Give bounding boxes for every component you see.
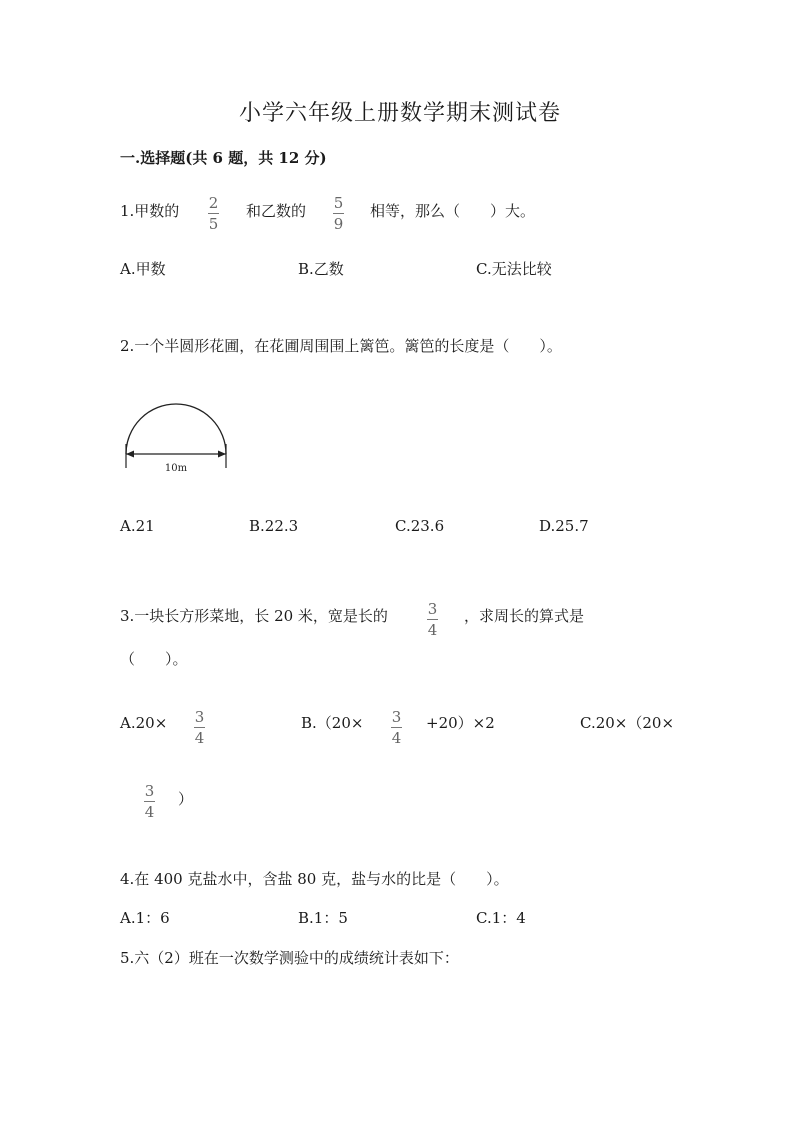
- q3-suffix: ，求周长的算式是: [464, 607, 585, 625]
- fraction-numerator: 3: [427, 600, 438, 618]
- fraction-denominator: 5: [208, 215, 219, 233]
- q3-option-a[interactable]: A.20×: [120, 714, 168, 732]
- q1-prefix: 1.甲数的: [120, 202, 180, 220]
- q2-option-d[interactable]: D.25.7: [539, 517, 589, 535]
- q3-option-b[interactable]: B.（20×: [301, 714, 364, 732]
- q4-text: 4.在 400 克盐水中，含盐 80 克，盐与水的比是（ ）。: [120, 870, 509, 888]
- fraction-bar: [194, 727, 205, 728]
- q3-option-c[interactable]: C.20×（20×: [580, 714, 675, 732]
- q1-fraction-a: [208, 196, 219, 232]
- q3-option-a-fraction: [194, 710, 205, 746]
- fraction-numerator: 2: [208, 194, 219, 212]
- fraction-denominator: 4: [144, 803, 155, 821]
- q1-suffix: 相等，那么（ ）大。: [370, 202, 536, 220]
- q3-option-c-fraction: [144, 784, 155, 820]
- q3-option-b-fraction: [391, 710, 402, 746]
- fraction-bar: [333, 213, 344, 214]
- section-header: 一.选择题(共 6 题，共 12 分): [120, 149, 327, 167]
- arrow-left: [126, 451, 134, 458]
- semicircle-arc: [126, 404, 226, 454]
- q1-fraction-b: [333, 196, 344, 232]
- q2-option-c[interactable]: C.23.6: [395, 517, 445, 535]
- q3-fraction: [427, 602, 438, 638]
- fraction-denominator: 9: [333, 215, 344, 233]
- fraction-numerator: 3: [144, 782, 155, 800]
- q3-option-c-suffix: ）: [178, 790, 194, 808]
- arrow-right: [218, 451, 226, 458]
- fraction-numerator: 3: [391, 708, 402, 726]
- q2-option-a[interactable]: A.21: [120, 517, 155, 535]
- q3-prefix: 3.一块长方形菜地，长 20 米，宽是长的: [120, 607, 388, 625]
- semicircle-figure: [118, 392, 238, 476]
- q3-line2: （ ）。: [120, 650, 188, 668]
- figure-label: 10m: [164, 463, 188, 474]
- q5-text: 5.六（2）班在一次数学测验中的成绩统计表如下：: [120, 949, 459, 967]
- q1-option-b[interactable]: B.乙数: [298, 260, 344, 278]
- q2-text: 2.一个半圆形花圃，在花圃周围围上篱笆。篱笆的长度是（ ）。: [120, 337, 562, 355]
- fraction-denominator: 4: [391, 729, 402, 747]
- q2-option-b[interactable]: B.22.3: [249, 517, 299, 535]
- fraction-numerator: 5: [333, 194, 344, 212]
- fraction-bar: [391, 727, 402, 728]
- fraction-bar: [427, 619, 438, 620]
- q4-option-b[interactable]: B.1：5: [298, 909, 348, 927]
- fraction-bar: [208, 213, 219, 214]
- q1-option-c[interactable]: C.无法比较: [476, 260, 552, 278]
- q4-option-c[interactable]: C.1：4: [476, 909, 526, 927]
- q4-option-a[interactable]: A.1：6: [120, 909, 170, 927]
- fraction-denominator: 4: [194, 729, 205, 747]
- fraction-denominator: 4: [427, 621, 438, 639]
- q3-option-b-suffix: +20）×2: [426, 714, 495, 732]
- q1-middle: 和乙数的: [246, 202, 307, 220]
- fraction-bar: [144, 801, 155, 802]
- q1-option-a[interactable]: A.甲数: [120, 260, 166, 278]
- fraction-numerator: 3: [194, 708, 205, 726]
- page-title: 小学六年级上册数学期末测试卷: [238, 101, 562, 126]
